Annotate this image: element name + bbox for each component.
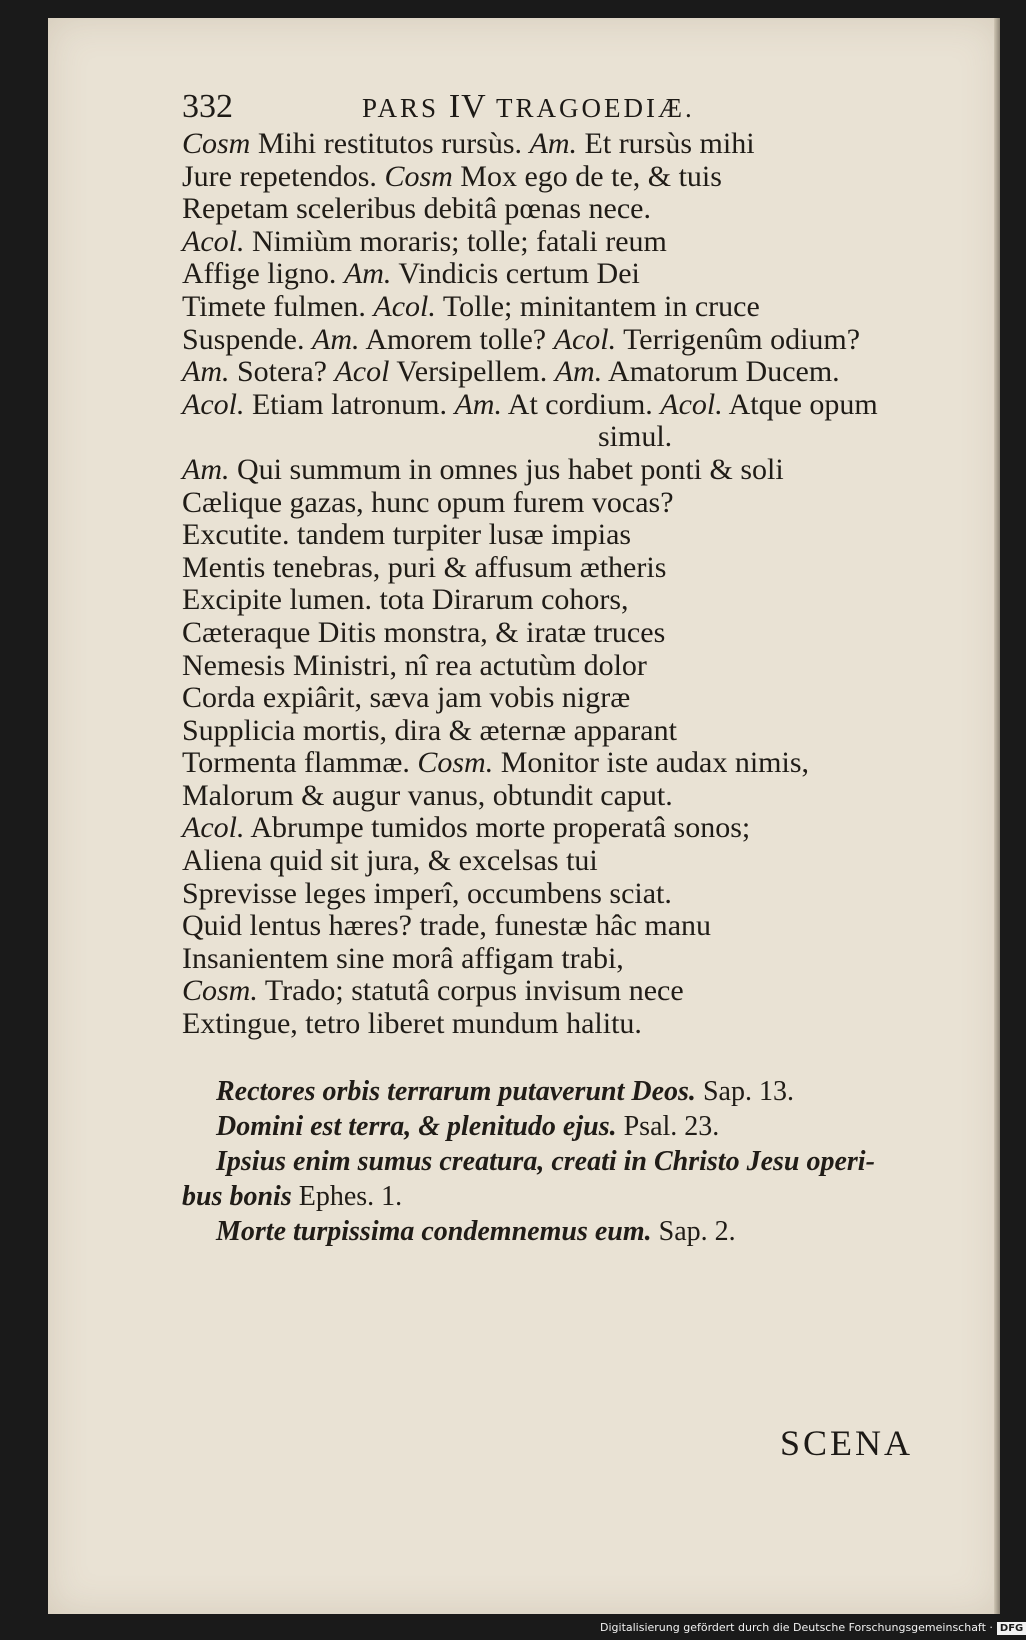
verse-segment: Excutite. tandem turpiter lusæ impias (182, 518, 632, 552)
verse-segment: Trado; statutâ corpus invisum nece (257, 974, 684, 1008)
scripture-note (182, 1144, 942, 1179)
note-reference: Sap. 13. (695, 1076, 794, 1107)
verse-segment: Supplicia mortis, dira & æternæ apparant (182, 713, 677, 747)
verse-segment: Mihi restitutos rursùs. (250, 127, 530, 160)
verse-segment: Cæteraque Ditis monstra, & iratæ truces (182, 615, 666, 649)
verse-line (182, 910, 942, 943)
verse-segment: Mentis tenebras, puri & affusum ætheris (182, 550, 667, 584)
note-reference: Ephes. 1. (291, 1181, 403, 1212)
verse-segment: Excipite lumen. tota Dirarum cohors, (182, 583, 629, 617)
verse-line (182, 193, 942, 226)
verse-line (182, 617, 942, 650)
verse-segment: Monitor iste audax nimis, (493, 746, 810, 780)
marginal-notes (182, 1074, 942, 1249)
verse-segment: Malorum & augur vanus, obtundit caput. (182, 778, 673, 812)
verse-line (182, 682, 942, 715)
speaker-abbrev: Am. (343, 257, 392, 291)
verse-line (182, 128, 942, 161)
speaker-abbrev: Am. (554, 355, 603, 389)
verse-line (182, 975, 942, 1008)
verse-segment: Abrumpe tumidos morte properatâ sonos; (244, 811, 751, 845)
dfg-logo: DFG (997, 1622, 1026, 1635)
catchword: SCENA (780, 1423, 914, 1463)
verse-segment: Suspende. (182, 322, 312, 356)
verse-segment: Mox ego de te, & tuis (452, 159, 722, 193)
note-reference: Sap. 2. (651, 1216, 736, 1247)
verse-segment: Tolle; minitantem in cruce (435, 289, 760, 323)
verse-line (182, 421, 942, 454)
note-reference: Psal. 23. (616, 1111, 720, 1142)
page-edge (994, 18, 1000, 1614)
verse-line (182, 584, 942, 617)
verse-line (182, 291, 942, 324)
verse-line (182, 780, 942, 813)
speaker-abbrev: Cosm (384, 159, 453, 193)
scripture-note (182, 1109, 942, 1144)
speaker-abbrev: Cosm (182, 127, 251, 160)
speaker-abbrev: Am. (454, 387, 502, 421)
verse-line (182, 812, 942, 845)
verse-segment: Etiam latronum. (244, 387, 455, 421)
verse-line (182, 356, 942, 389)
note-quote: Rectores orbis terrarum putaverunt Deos. (216, 1076, 696, 1107)
verse-segment: Aliena quid sit jura, & excelsas tui (182, 844, 598, 878)
verse-segment: Extingue, tetro liberet mundum halitu. (182, 1007, 642, 1041)
digitization-footer (600, 1618, 1024, 1638)
running-tragoediae: TRAGOEDIÆ. (495, 93, 695, 123)
verse-segment: Quid lentus hæres? trade, funestæ hâc manu (182, 909, 712, 943)
speaker-abbrev: Acol. (182, 224, 245, 258)
verse-segment: Tormenta flammæ. (182, 746, 418, 780)
verse-segment: simul. (598, 420, 673, 454)
footer-text: Digitalisierung gefördert durch die Deutsche Forschungsgemeinschaft · (600, 1621, 993, 1634)
verse-segment: Nimiùm moraris; tolle; fatali reum (244, 224, 667, 258)
verse-line (182, 226, 942, 259)
speaker-abbrev: Acol. (182, 387, 245, 421)
verse-line (182, 389, 942, 422)
verse-line (182, 519, 942, 552)
verse-segment: Amorem tolle? (359, 322, 554, 356)
speaker-abbrev: Am. (529, 127, 578, 160)
verse-segment: Timete fulmen. (182, 289, 374, 323)
verse-line (182, 650, 942, 683)
speaker-abbrev: Acol (334, 355, 390, 389)
verse-line (182, 552, 942, 585)
speaker-abbrev: Am. (182, 452, 230, 486)
verse-segment: Et rursùs mihi (577, 127, 755, 160)
verse-line (182, 845, 942, 878)
verse-segment: Repetam sceleribus debitâ pœnas nece. (182, 192, 651, 226)
verse-line (182, 747, 942, 780)
speaker-abbrev: Am. (312, 322, 360, 356)
verse-segment: At cordium. (501, 387, 661, 421)
note-quote: Domini est terra, & plenitudo ejus. (216, 1111, 617, 1142)
verse-line (182, 454, 942, 487)
verse-line (182, 878, 942, 911)
verse-segment: Versipellem. (389, 355, 555, 389)
verse-segment: Jure repetendos. (182, 159, 385, 193)
running-roman: IV (448, 88, 487, 125)
speaker-abbrev: Acol. (553, 322, 617, 356)
verse-segment: Corda expiârit, sæva jam vobis nigræ (182, 681, 631, 715)
speaker-abbrev: Cosm. (417, 746, 494, 780)
note-quote: Morte turpissima condemnemus eum. (216, 1216, 652, 1247)
speaker-abbrev: Acol. (182, 811, 245, 845)
running-title (362, 88, 695, 126)
verse-segment: Sotera? (229, 355, 335, 389)
speaker-abbrev: Cosm. (182, 974, 258, 1008)
verse-line (182, 1008, 942, 1041)
note-quote: Ipsius enim sumus creatura, creati in Christo Jesu operi- (216, 1146, 875, 1177)
verse-segment: Amatorum Ducem. (602, 355, 840, 389)
verse-line (182, 161, 942, 194)
scripture-note (182, 1179, 942, 1214)
verse-segment: Terrigenûm odium? (616, 322, 861, 356)
scripture-note (182, 1074, 942, 1109)
verse-line (182, 324, 942, 357)
speaker-abbrev: Acol. (660, 387, 723, 421)
running-pars: PARS (362, 93, 440, 123)
page-number: 332 (182, 88, 233, 125)
speaker-abbrev: Acol. (373, 289, 436, 323)
verse-segment: Vindicis certum Dei (391, 257, 640, 291)
verse-line (182, 487, 942, 520)
verse-segment: Cælique gazas, hunc opum furem vocas? (182, 485, 674, 519)
verse-line (182, 943, 942, 976)
speaker-abbrev: Am. (182, 355, 230, 389)
running-header (182, 88, 782, 128)
verse-segment: Insanientem sine morâ affigam trabi, (182, 941, 624, 975)
scripture-note (182, 1214, 942, 1249)
verse-text (182, 128, 942, 1041)
verse-segment: Affige ligno. (182, 257, 344, 291)
verse-line (182, 715, 942, 748)
verse-segment: Qui summum in omnes jus habet ponti & soli (229, 452, 784, 486)
verse-segment: Nemesis Ministri, nî rea actutùm dolor (182, 648, 647, 682)
verse-line (182, 258, 942, 291)
verse-segment: Sprevisse leges imperî, occumbens sciat. (182, 876, 672, 910)
note-quote: bus bonis (182, 1181, 292, 1212)
verse-segment: Atque opum (722, 387, 878, 421)
